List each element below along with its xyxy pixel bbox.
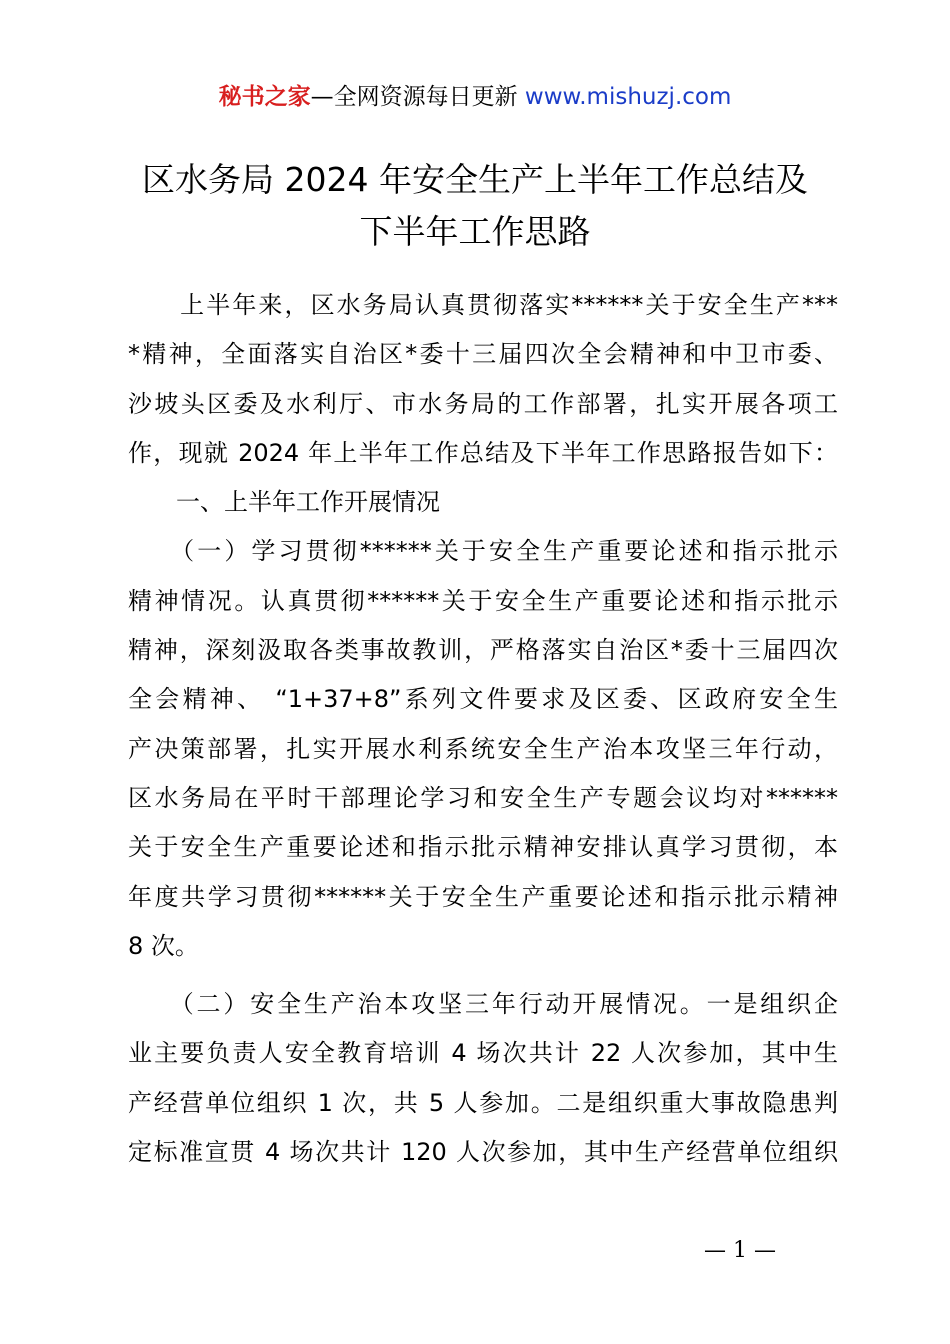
- body-line: 区水务局在平时干部理论学习和安全生产专题会议均对******: [128, 783, 838, 812]
- document-title: [100, 154, 850, 258]
- body-line: 产经营单位组织 1 次，共 5 人参加。二是组织重大事故隐患判: [128, 1088, 838, 1117]
- body-line: 定标准宣贯 4 场次共计 120 人次参加，其中生产经营单位组织: [128, 1138, 838, 1167]
- body-line: *精神，全面落实自治区*委十三届四次全会精神和中卫市委、: [128, 340, 838, 369]
- body-line: 全会精神、 “1+37+8”系列文件要求及区委、区政府安全生: [128, 685, 838, 714]
- site-brand: 秘书之家: [218, 84, 311, 110]
- body-line: （一）学习贯彻******关于安全生产重要论述和指示批示: [128, 537, 838, 566]
- body-line: 精神情况。认真贯彻******关于安全生产重要论述和指示批示: [128, 586, 838, 615]
- body-line: 关于安全生产重要论述和指示批示精神安排认真学习贯彻，本: [128, 833, 838, 862]
- site-header: [0, 80, 950, 114]
- document-body: [128, 281, 838, 1177]
- title-line-1: 区水务局 2024 年安全生产上半年工作总结及: [142, 160, 808, 199]
- body-line: 产决策部署，扎实开展水利系统安全生产治本攻坚三年行动，: [128, 734, 838, 763]
- body-line: 作，现就 2024 年上半年工作总结及下半年工作思路报告如下：: [128, 438, 838, 467]
- body-line: 年度共学习贯彻******关于安全生产重要论述和指示批示精神: [128, 882, 838, 911]
- body-line: 上半年来，区水务局认真贯彻落实******关于安全生产***: [128, 291, 838, 319]
- body-line: 沙坡头区委及水利厅、市水务局的工作部署，扎实开展各项工: [128, 389, 838, 418]
- title-line-2: 下半年工作思路: [359, 212, 591, 251]
- body-line: 业主要负责人安全教育培训 4 场次共计 22 人次参加，其中生: [128, 1039, 838, 1068]
- page-number: — 1 —: [704, 1238, 776, 1263]
- body-line: 精神，深刻汲取各类事故教训，严格落实自治区*委十三届四次: [128, 636, 838, 665]
- site-tagline: —全网资源每日更新: [310, 84, 525, 110]
- section-heading: 一、上半年工作开展情况: [128, 488, 440, 517]
- body-line: （二）安全生产治本攻坚三年行动开展情况。一是组织企: [128, 990, 838, 1019]
- site-url-link[interactable]: www.mishuzj.com: [524, 84, 732, 110]
- body-line: 8 次。: [128, 931, 199, 960]
